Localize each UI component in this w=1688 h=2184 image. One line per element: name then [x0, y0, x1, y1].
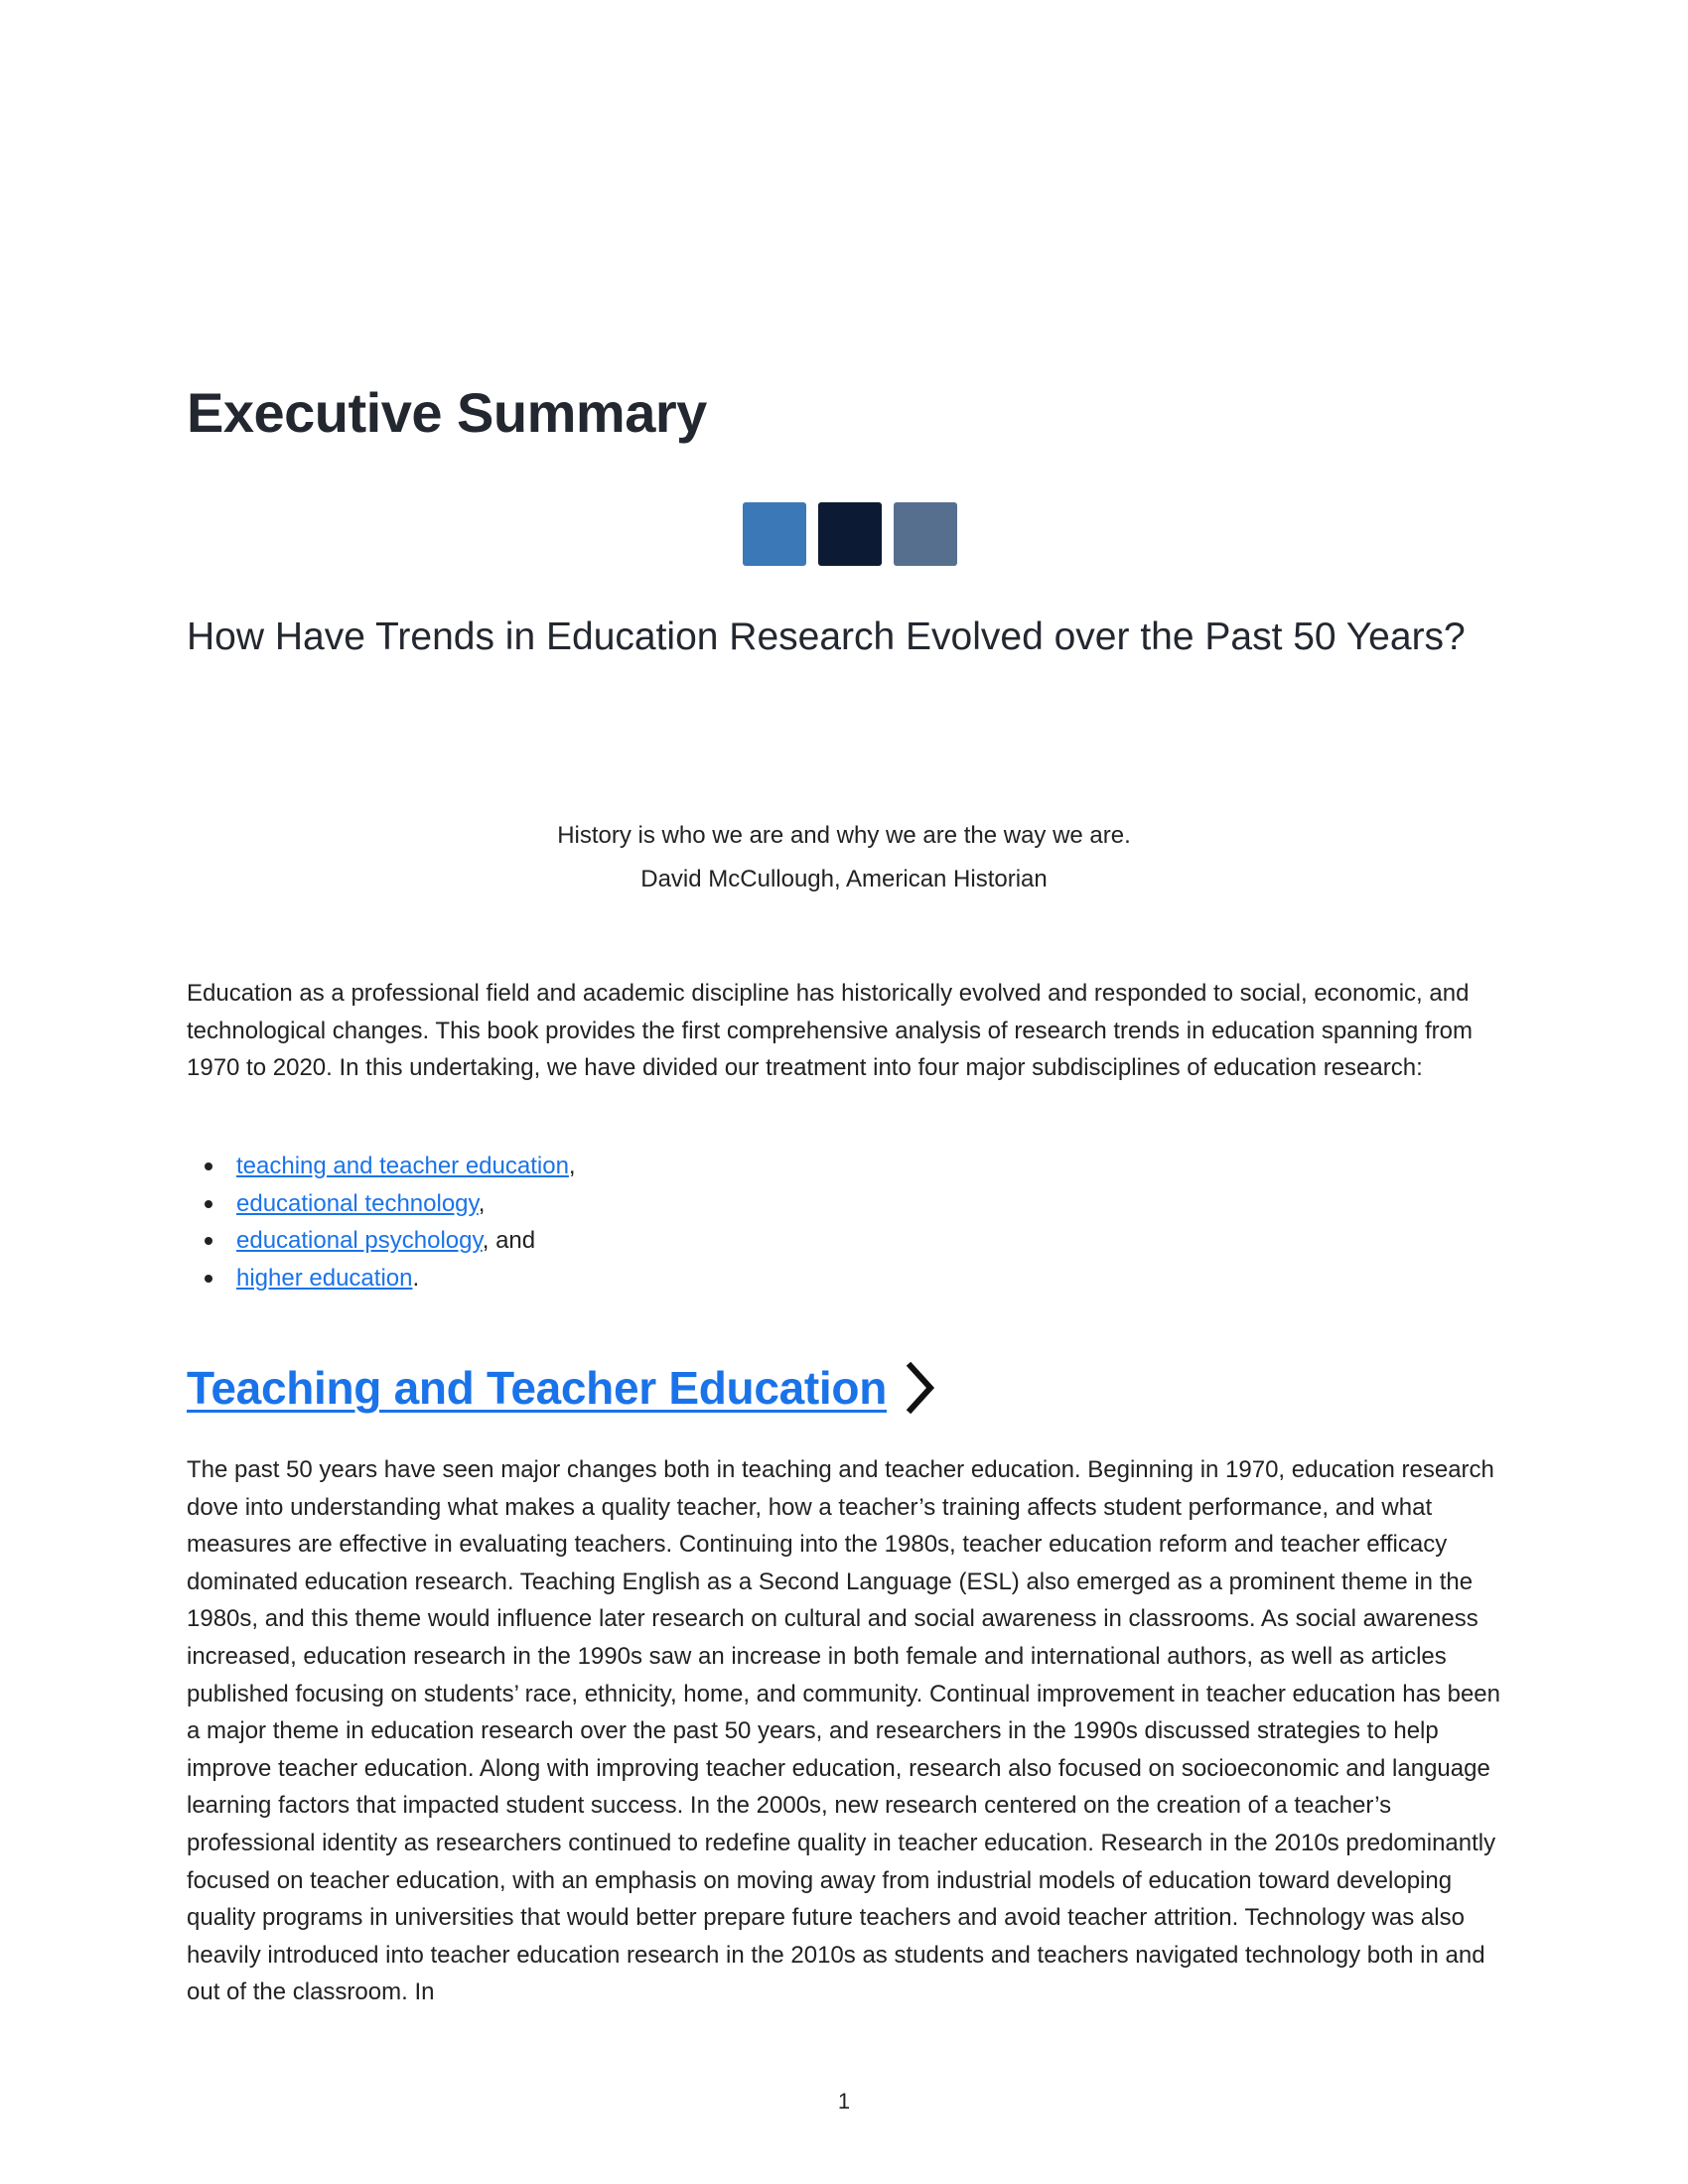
list-item	[187, 1222, 576, 1260]
quote-attribution: David McCullough, American Historian	[640, 866, 1048, 892]
decor-square-3	[894, 502, 957, 566]
decor-square-1	[743, 502, 806, 566]
bullet-icon	[205, 1237, 212, 1245]
intro-paragraph: Education as a professional field and academic discipline has historically evolved and responded to social, economic, and technological changes. This book provides the first comprehensive analysis of research trends in education spanning from 1970 to 2020. In this undertaking, we have divided our treatment into four major subdisciplines of education research:	[187, 980, 1473, 1081]
section-heading	[187, 1358, 940, 1418]
decor-square-2	[818, 502, 882, 566]
list-item-suffix: .	[412, 1264, 420, 1292]
page-title: Executive Summary	[187, 381, 707, 444]
link-teaching-and-teacher-education[interactable]: teaching and teacher education	[236, 1153, 569, 1179]
decorative-squares	[743, 502, 957, 566]
chevron-right-icon[interactable]	[901, 1360, 940, 1416]
bullet-icon	[205, 1275, 212, 1283]
subdiscipline-list	[187, 1148, 576, 1297]
section-heading-link[interactable]: Teaching and Teacher Education	[187, 1362, 887, 1414]
page-number: 1	[837, 2089, 851, 2114]
list-item-suffix: , and	[482, 1227, 536, 1254]
bullet-icon	[205, 1200, 212, 1208]
section-paragraph: The past 50 years have seen major changes both in teaching and teacher education. Beginning in 1970, education research dove into understanding what makes a quality teacher, how a teacher’s training affects student performance, and what measures are effective in evaluating teachers. Continuing into the 1980s, teacher education reform and teacher efficacy dominated education research. Teaching English as a Second Language (ESL) also emerged as a prominent theme in the 1980s, and this theme would influence later research on cultural and social awareness in classrooms. As social awareness increased, education research in the 1990s saw an increase in both female and international authors, as well as articles published focusing on students’ race, ethnicity, home, and community. Continual improvement in teacher education has been a major theme in education research over the past 50 years, and researchers in the 1990s discussed strategies to help improve teacher education. Along with improving teacher education, research also focused on socioeconomic and language learning factors that impacted student success. In the 2000s, new research centered on the creation of a teacher’s professional identity as researchers continued to redefine quality in teacher education. Research in the 2010s predominantly focused on teacher education, with an emphasis on moving away from industrial models of education toward developing quality programs in universities that would better prepare future teachers and avoid teacher attrition. Technology was also heavily introduced into teacher education research in the 2010s as students and teachers navigated technology both in and out of the classroom. In	[187, 1456, 1500, 2006]
list-item-suffix: ,	[478, 1189, 486, 1217]
quote-text: History is who we are and why we are the way we are.	[557, 822, 1131, 849]
link-educational-technology[interactable]: educational technology	[236, 1189, 479, 1217]
list-item	[187, 1148, 576, 1185]
list-item	[187, 1185, 576, 1223]
link-higher-education[interactable]: higher education	[236, 1264, 413, 1292]
link-educational-psychology[interactable]: educational psychology	[236, 1227, 483, 1254]
list-item-suffix: ,	[568, 1153, 576, 1179]
list-item	[187, 1260, 576, 1297]
bullet-icon	[205, 1162, 212, 1170]
subtitle: How Have Trends in Education Research Evolved over the Past 50 Years?	[187, 615, 1466, 658]
